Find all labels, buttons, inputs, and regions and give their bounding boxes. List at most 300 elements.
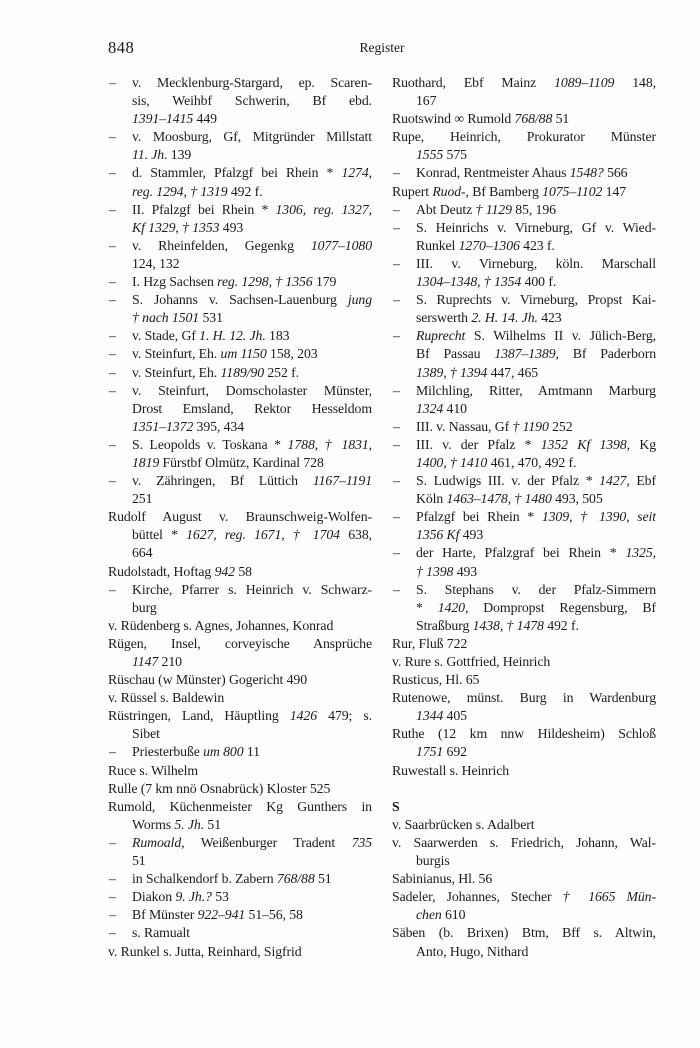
text-segment: , Bf Paderborn — [555, 346, 656, 362]
text-segment: v. Steinfurt, Domscholaster Münster, — [132, 382, 372, 398]
index-line — [392, 816, 656, 834]
subentry-dash-marker: – — [109, 364, 116, 380]
index-line — [392, 563, 656, 581]
text-segment: Sibet — [132, 726, 160, 742]
index-line — [392, 599, 656, 617]
index-line — [392, 653, 656, 671]
subentry-dash-marker: – — [393, 292, 400, 308]
text-segment: 1819 — [132, 454, 160, 470]
text-segment: 493 — [453, 563, 478, 579]
text-segment: jung — [347, 292, 372, 308]
index-line — [392, 544, 656, 562]
index-line — [392, 74, 656, 92]
text-segment: S. Ludwigs III. v. der Pfalz * — [416, 473, 600, 489]
text-segment: um 800 — [203, 744, 244, 760]
text-segment: 1548? — [569, 165, 604, 181]
text-segment: 1189/90 — [220, 364, 265, 380]
subentry-dash-marker: – — [109, 907, 116, 923]
text-segment: Milchling, Ritter, Amtmann Marburg — [416, 382, 656, 398]
text-segment: 9. Jh.? — [175, 889, 212, 905]
text-segment: S. Heinrichs v. Virneburg, Gf v. Wied- — [416, 219, 656, 235]
text-segment: 1306, reg. 1327, — [275, 201, 372, 217]
text-segment: 1438, † 1478 — [472, 617, 544, 633]
subentry-dash-marker: – — [393, 328, 400, 344]
index-line — [392, 725, 656, 743]
index-line — [108, 653, 372, 671]
subentry-dash-marker: – — [109, 834, 116, 850]
text-segment: 1077–1080 — [310, 237, 372, 253]
text-segment: Sadeler, Johannes, Stecher — [392, 889, 563, 905]
text-segment: 2. H. 14. Jh. — [471, 310, 538, 326]
text-segment: 1075–1102 — [542, 183, 603, 199]
text-segment: v. Saarwerden s. Friedrich, Johann, Wal- — [392, 834, 656, 850]
text-segment: 179 — [312, 274, 337, 290]
text-segment: 51–56, 58 — [245, 907, 303, 923]
text-segment: S. Leopolds v. Toskana * — [132, 436, 288, 452]
blank-line — [392, 780, 656, 798]
text-segment: Dompropst Regensburg, Bf — [468, 599, 656, 615]
index-line — [392, 110, 656, 128]
index-line — [108, 635, 372, 653]
text-segment: Ebf — [629, 473, 656, 489]
index-line — [392, 472, 656, 490]
text-column-left — [108, 74, 372, 961]
index-line — [108, 671, 372, 689]
subentry-dash-marker: – — [109, 382, 116, 398]
text-segment: 447, 465 — [487, 364, 539, 380]
text-segment: Bf Münster — [132, 907, 198, 923]
subentry-dash-marker: – — [109, 201, 116, 217]
text-segment: v. Zähringen, Bf Lüttich — [132, 473, 313, 489]
text-segment: 461, 470, 492 f. — [487, 454, 577, 470]
subentry-dash-marker: – — [109, 871, 116, 887]
text-segment: 664 — [132, 545, 153, 561]
text-segment: 1344 — [416, 708, 444, 724]
text-segment: 1788, † 1831, — [287, 436, 372, 452]
text-segment: Fürstbf Olmütz, Kardinal 728 — [159, 454, 324, 470]
index-line — [392, 92, 656, 110]
text-segment: v. Mecklenburg-Stargard, ep. Scaren- — [132, 75, 372, 90]
text-segment: 1463–1478, † 1480 — [446, 491, 552, 507]
text-segment: , Bf Bamberg — [465, 183, 543, 199]
index-line — [108, 906, 372, 924]
text-segment: Kf 1329, † 1353 — [132, 219, 220, 235]
subentry-dash-marker: – — [109, 925, 116, 941]
text-segment: Priesterbuße — [132, 744, 204, 760]
index-line — [392, 581, 656, 599]
text-segment: S. Johanns v. Sachsen-Lauenburg — [132, 292, 348, 308]
text-segment: burg — [132, 599, 157, 615]
text-segment: 1270–1306 — [458, 237, 520, 253]
text-segment: v. Steinfurt, Eh. — [132, 364, 221, 380]
text-segment: Rusticus, Hl. 65 — [392, 672, 480, 688]
text-segment: 638, — [340, 527, 372, 543]
text-segment: 5. Jh. — [174, 816, 205, 832]
text-segment: 395, 434 — [193, 418, 245, 434]
text-segment: 210 — [158, 654, 182, 669]
text-segment: 942 — [214, 563, 235, 579]
text-segment: Straßburg — [416, 617, 473, 633]
index-line — [108, 943, 372, 961]
index-line — [108, 128, 372, 146]
text-segment: 492 f. — [543, 617, 579, 633]
subentry-dash-marker: – — [109, 328, 116, 344]
text-segment: Rüstringen, Land, Häuptling — [108, 708, 290, 724]
index-line — [392, 273, 656, 291]
text-segment: 735 — [351, 834, 372, 850]
text-segment: Ruprecht — [416, 328, 466, 344]
index-line — [392, 128, 656, 146]
index-line — [392, 255, 656, 273]
text-segment: 1751 — [416, 744, 444, 760]
subentry-dash-marker: – — [109, 473, 116, 489]
text-segment: 922–941 — [197, 907, 246, 923]
text-segment: Sabinianus, Hl. 56 — [392, 871, 493, 887]
text-segment: I. Hzg Sachsen — [132, 274, 218, 290]
text-segment: 251 — [132, 491, 153, 507]
subentry-dash-marker: – — [393, 255, 400, 271]
index-line — [108, 689, 372, 707]
text-segment: 410 — [443, 400, 467, 416]
text-segment: 1389, † 1394 — [416, 364, 488, 380]
text-segment: Abt Deutz — [416, 201, 476, 217]
text-segment: 423 f. — [519, 237, 555, 253]
text-segment: 1. H. 12. Jh. — [199, 328, 266, 344]
text-segment: in Schalkendorf b. Zabern — [132, 871, 277, 887]
subentry-dash-marker: – — [393, 219, 400, 235]
text-segment: 1351–1372 — [132, 418, 194, 434]
text-segment: Rupert — [392, 183, 433, 199]
text-segment: Ruthe (12 km nnw Hildesheim) Schloß — [392, 726, 656, 742]
index-line — [108, 327, 372, 345]
subentry-dash-marker: – — [393, 509, 400, 525]
text-segment: v. Rure s. Gottfried, Heinrich — [392, 654, 551, 669]
text-segment: 11 — [243, 744, 260, 760]
page-header — [108, 38, 656, 58]
text-segment: büttel * — [132, 527, 187, 543]
index-line — [108, 436, 372, 454]
text-segment: 1400, † 1410 — [416, 454, 488, 470]
index-line — [108, 364, 372, 382]
text-segment: 1167–1191 — [312, 473, 372, 489]
text-segment: 51 — [314, 871, 332, 887]
index-line — [108, 400, 372, 418]
subentry-dash-marker: – — [393, 436, 400, 452]
index-line — [108, 581, 372, 599]
index-line — [392, 707, 656, 725]
subentry-dash-marker: – — [393, 581, 400, 597]
subentry-dash-marker: – — [109, 744, 116, 760]
index-line — [392, 146, 656, 164]
text-segment: Säben (b. Brixen) Btm, Bff s. Altwin, — [392, 925, 656, 941]
text-segment: burgis — [416, 853, 450, 869]
index-line — [108, 255, 372, 273]
text-segment: 124, 132 — [132, 255, 180, 271]
text-segment: 1309, † 1390, seit — [541, 509, 656, 525]
index-line — [108, 816, 372, 834]
index-line — [108, 707, 372, 725]
index-line — [392, 635, 656, 653]
index-line — [392, 400, 656, 418]
text-segment: 147 — [602, 183, 627, 199]
index-line — [392, 309, 656, 327]
text-segment: Ruce s. Wilhelm — [108, 762, 199, 778]
subentry-dash-marker: – — [109, 129, 116, 145]
text-segment: S. Stephans v. der Pfalz-Simmern — [416, 581, 656, 597]
text-segment: 1356 Kf — [416, 527, 460, 543]
text-segment: 1325, — [625, 545, 656, 561]
index-line — [392, 943, 656, 961]
index-line — [108, 146, 372, 164]
text-segment: 1089–1109 — [554, 75, 615, 90]
index-line — [108, 201, 372, 219]
index-line — [392, 382, 656, 400]
text-segment: v. Moosburg, Gf, Mitgründer Millstatt — [132, 129, 372, 145]
text-segment: 768/88 — [514, 111, 553, 127]
text-segment: Kirche, Pfarrer s. Heinrich v. Schwarz- — [132, 581, 372, 597]
text-segment: 148, — [614, 75, 656, 90]
text-segment: II. Pfalzgf bei Rhein * — [132, 201, 276, 217]
text-segment: 1274, — [341, 165, 372, 181]
text-segment: 51 — [552, 111, 570, 127]
index-line — [108, 418, 372, 436]
text-segment: reg. 1294, † 1319 — [132, 183, 228, 199]
index-line — [392, 201, 656, 219]
text-segment: Weißenburger Tradent — [184, 834, 352, 850]
text-segment: 1304–1348, † 1354 — [416, 274, 522, 290]
text-segment: 531 — [199, 310, 223, 326]
text-segment: der Harte, Pfalzgraf bei Rhein * — [416, 545, 626, 561]
index-line — [108, 345, 372, 363]
text-segment: 252 f. — [264, 364, 299, 380]
text-segment: Ruwestall s. Heinrich — [392, 762, 510, 778]
text-segment: 610 — [441, 907, 466, 923]
text-segment: 1324 — [416, 400, 444, 416]
subentry-dash-marker: – — [109, 274, 116, 290]
index-line — [108, 291, 372, 309]
text-segment: v. Steinfurt, Eh. — [132, 346, 221, 362]
text-segment: 11. Jh. — [132, 147, 168, 163]
text-segment: 183 — [265, 328, 290, 344]
text-segment: 1426 — [289, 708, 318, 724]
text-segment: v. Saarbrücken s. Adalbert — [392, 816, 535, 832]
text-segment: Rüschau (w Münster) Gogericht 490 — [108, 672, 308, 688]
text-segment: Pfalzgf bei Rhein * — [416, 509, 542, 525]
text-segment: S. Ruprechts v. Virneburg, Propst Kai- — [416, 292, 656, 308]
index-line — [108, 834, 372, 852]
index-line — [108, 617, 372, 635]
index-line — [392, 345, 656, 363]
subentry-dash-marker: – — [393, 201, 400, 217]
text-segment: 1387–1389 — [494, 346, 556, 362]
text-segment: † nach 1501 — [132, 310, 200, 326]
text-segment: v. Rüdenberg s. Agnes, Johannes, Konrad — [108, 617, 334, 633]
text-segment: 1147 — [132, 654, 159, 669]
text-segment: reg. 1298, † 1356 — [217, 274, 313, 290]
text-segment: 1391–1415 — [132, 111, 194, 127]
text-segment: 139 — [167, 147, 192, 163]
text-segment: Bf Passau — [416, 346, 495, 362]
index-line — [392, 237, 656, 255]
index-line — [392, 508, 656, 526]
text-segment: Kg — [630, 436, 656, 452]
text-segment: 493, 505 — [551, 491, 603, 507]
text-segment: 51 — [204, 816, 221, 832]
text-segment: † 1665 Mün- — [562, 889, 656, 905]
index-line — [392, 834, 656, 852]
index-line — [392, 164, 656, 182]
index-line — [108, 490, 372, 508]
index-line — [108, 454, 372, 472]
text-column-right — [392, 74, 656, 961]
index-line — [392, 617, 656, 635]
subentry-dash-marker: – — [109, 436, 116, 452]
subentry-dash-marker: – — [393, 165, 400, 181]
subentry-dash-marker: – — [109, 75, 116, 90]
index-line — [392, 364, 656, 382]
index-line — [108, 888, 372, 906]
text-segment: d. Stammler, Pfalzgf bei Rhein * — [132, 165, 342, 181]
subentry-dash-marker: – — [109, 889, 116, 905]
index-line — [108, 219, 372, 237]
text-segment: 167 — [416, 93, 437, 109]
text-segment: 158, 203 — [266, 346, 318, 362]
index-line — [392, 870, 656, 888]
text-segment: III. v. Nassau, Gf — [416, 418, 513, 434]
index-line — [392, 526, 656, 544]
index-line — [108, 780, 372, 798]
index-line — [392, 888, 656, 906]
text-segment: 768/88 — [276, 871, 315, 887]
text-segment: Rügen, Insel, corveyische Ansprüche — [108, 635, 372, 651]
index-line — [108, 74, 372, 92]
text-segment: 493 — [219, 219, 244, 235]
subentry-dash-marker: – — [393, 382, 400, 398]
text-segment: S. Wilhelms II v. Jülich-Berg, — [465, 328, 656, 344]
text-segment: chen — [416, 907, 442, 923]
text-segment: † 1398 — [416, 563, 454, 579]
text-segment: Drost Emsland, Rektor Hesseldom — [132, 400, 372, 416]
index-line — [108, 599, 372, 617]
text-segment: 449 — [193, 111, 217, 127]
index-line — [108, 762, 372, 780]
index-line — [392, 490, 656, 508]
index-line — [392, 762, 656, 780]
text-segment: 85, 196 — [511, 201, 556, 217]
subentry-dash-marker: – — [393, 418, 400, 434]
text-segment: v. Stade, Gf — [132, 328, 200, 344]
text-segment: Rumold, Küchenmeister Kg Gunthers in — [108, 798, 372, 814]
text-segment: Worms — [132, 816, 175, 832]
subentry-dash-marker: – — [109, 237, 116, 253]
index-line — [392, 852, 656, 870]
text-segment: 1427, — [599, 473, 630, 489]
text-segment: v. Rüssel s. Baldewin — [108, 690, 225, 706]
text-segment: v. Rheinfelden, Gegenkg — [132, 237, 311, 253]
text-segment: Konrad, Rentmeister Ahaus — [416, 165, 570, 181]
text-segment: Rudolstadt, Hoftag — [108, 563, 215, 579]
index-line — [392, 689, 656, 707]
text-segment: Ruothard, Ebf Mainz — [392, 75, 555, 90]
subentry-dash-marker: – — [393, 545, 400, 561]
subentry-dash-marker: – — [109, 292, 116, 308]
index-line — [392, 671, 656, 689]
text-segment: Runkel — [416, 237, 459, 253]
text-segment: 493 — [459, 527, 484, 543]
text-segment: * — [416, 599, 438, 615]
page-number: 848 — [108, 38, 135, 57]
running-title: Register — [359, 40, 405, 55]
text-segment: Anto, Hugo, Nithard — [416, 943, 529, 959]
index-line — [392, 418, 656, 436]
text-segment: 1555 — [416, 147, 444, 163]
index-line — [108, 183, 372, 201]
index-line — [392, 327, 656, 345]
text-segment: Rur, Fluß 722 — [392, 635, 468, 651]
index-line — [108, 852, 372, 870]
subentry-dash-marker: – — [109, 581, 116, 597]
text-segment: Rupe, Heinrich, Prokurator Münster — [392, 129, 656, 145]
text-segment: um 1150 — [220, 346, 267, 362]
text-segment: Rulle (7 km nnö Osnabrück) Kloster 525 — [108, 780, 331, 796]
index-line — [108, 237, 372, 255]
index-line — [108, 508, 372, 526]
text-segment: 566 — [603, 165, 628, 181]
index-line — [108, 798, 372, 816]
index-line — [108, 924, 372, 942]
text-segment: 1627, reg. 1671, † 1704 — [186, 527, 340, 543]
subentry-dash-marker: – — [109, 165, 116, 181]
index-line — [108, 472, 372, 490]
text-segment: 423 — [537, 310, 562, 326]
subentry-dash-marker: – — [109, 346, 116, 362]
text-segment: Rudolf August v. Braunschweig-Wolfen- — [108, 509, 372, 525]
text-segment: † 1190 — [512, 418, 549, 434]
text-segment: serswerth — [416, 310, 472, 326]
text-segment: 405 — [443, 708, 467, 724]
text-segment: s. Ramualt — [132, 925, 191, 941]
text-segment: III. v. Virneburg, köln. Marschall — [416, 255, 656, 271]
index-line — [108, 92, 372, 110]
text-segment: 53 — [211, 889, 229, 905]
index-line — [108, 544, 372, 562]
index-line — [108, 743, 372, 761]
index-line — [108, 870, 372, 888]
index-line — [108, 526, 372, 544]
text-segment: 252 — [548, 418, 573, 434]
index-line — [108, 309, 372, 327]
index-line — [392, 454, 656, 472]
text-segment: Diakon — [132, 889, 176, 905]
text-segment: Köln — [416, 491, 447, 507]
text-segment: 58 — [234, 563, 252, 579]
index-line — [392, 906, 656, 924]
index-line — [108, 273, 372, 291]
subentry-dash-marker: – — [393, 473, 400, 489]
index-line — [392, 183, 656, 201]
text-segment: 51 — [132, 853, 146, 869]
index-line — [108, 164, 372, 182]
text-segment: Rumoald, — [132, 834, 185, 850]
text-segment: Rutenowe, münst. Burg in Wardenburg — [392, 690, 656, 706]
text-segment: 492 f. — [227, 183, 263, 199]
index-line — [108, 563, 372, 581]
index-line — [108, 382, 372, 400]
text-segment: III. v. der Pfalz * — [416, 436, 541, 452]
text-segment: 1420, — [437, 599, 469, 615]
index-line — [392, 436, 656, 454]
text-segment: 575 — [443, 147, 467, 163]
